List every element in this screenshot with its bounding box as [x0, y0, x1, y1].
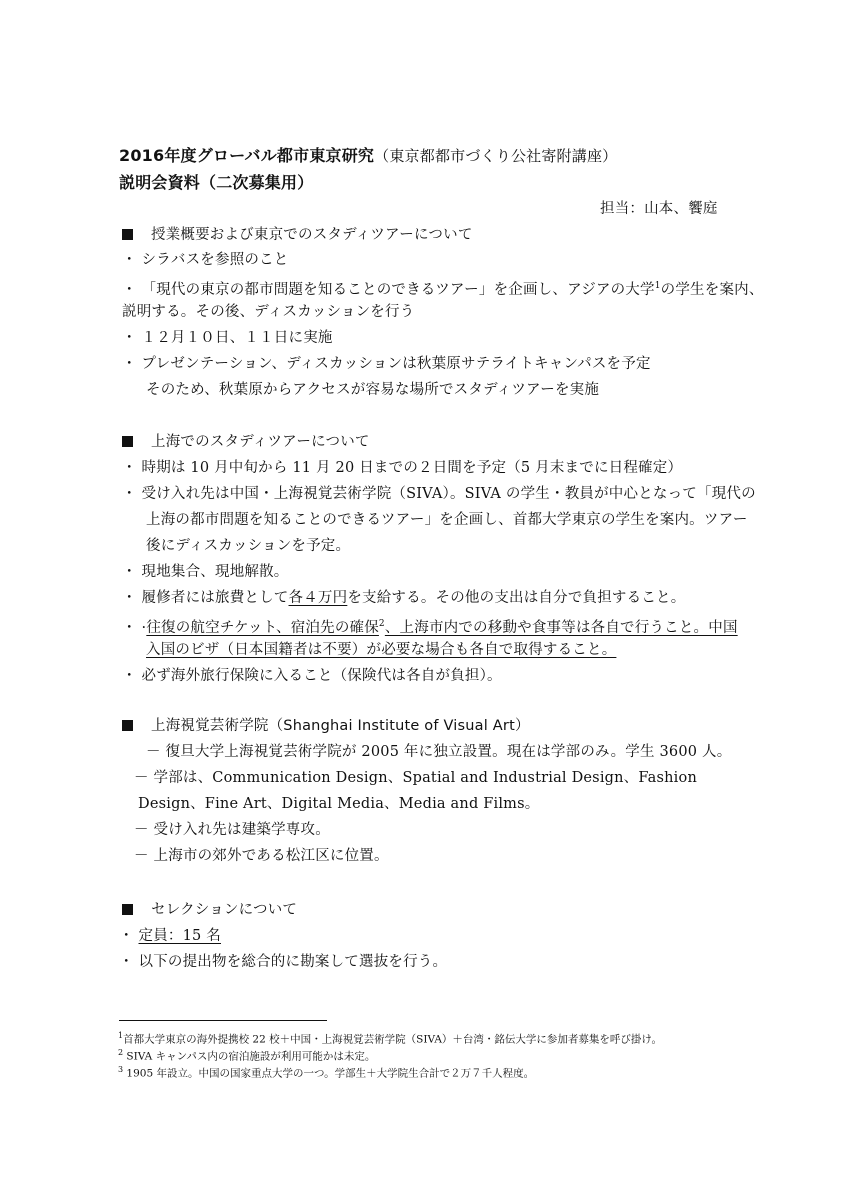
list-item-continuation: 後にディスカッションを予定。 — [146, 538, 351, 554]
list-item-continuation: 説明する。その後、ディスカッションを行う — [122, 304, 415, 320]
square-bullet-icon — [122, 904, 133, 915]
list-item-continuation: Design、Fine Art、Digital Media、Media and Films。 — [138, 796, 540, 812]
list-item: ・ 「現代の東京の都市問題を知ることのできるツアー」を企画し、アジアの大学$^1$の学生を案内、 — [122, 281, 764, 298]
section-heading-overview: 授業概要および東京でのスタディツアーについて — [122, 225, 473, 245]
list-item: － 上海市の郊外である松江区に位置。 — [134, 848, 389, 864]
list-item: － 学部は、Communication Design、Spatial and Industrial Design、Fashion — [134, 770, 697, 786]
section-heading-selection: セレクションについて — [122, 900, 297, 920]
list-item: － 復旦大学上海視覚芸術学院が 2005 年に独立設置。現在は学部のみ。学生 3600 人。 — [146, 744, 732, 760]
section-heading-siva: 上海視覚芸術学院（Shanghai Institute of Visual Art） — [122, 716, 530, 736]
square-bullet-icon — [122, 720, 133, 731]
list-item: ・ シラバスを参照のこと — [122, 252, 289, 268]
document-subtitle: 説明会資料（二次募集用） — [119, 173, 314, 192]
list-item-continuation: 入国のビザ（日本国籍者は不要）が必要な場合も各自で取得すること。 — [146, 642, 617, 658]
footnote-2: $^2$ SIVA キャンパス内の宿泊施設が利用可能かは未定。 — [118, 1048, 376, 1063]
list-item: ・ 必ず海外旅行保険に入ること（保険代は各自が負担）。 — [122, 668, 502, 684]
list-item: ・ 定員：15 名 — [119, 928, 221, 944]
square-bullet-icon — [122, 229, 133, 240]
title-note: （東京都都市づくり公社寄附講座） — [374, 147, 618, 165]
list-item: － 受け入れ先は建築学専攻。 — [134, 822, 330, 838]
staff-in-charge: 担当：山本、饗庭 — [600, 201, 718, 217]
footnote-1: $^1$首都大学東京の海外提携校 22 校＋中国・上海視覚芸術学院（SIVA）＋台湾・銘伝大学に参加者募集を呼び掛け。 — [118, 1031, 663, 1046]
title-main: 2016年度グローバル都市東京研究 — [119, 146, 375, 165]
footnote-3: $^3$ 1905 年設立。中国の国家重点大学の一つ。学部生＋大学院生合計で２万７千人程度。 — [118, 1065, 535, 1080]
list-item: ・ 現地集合、現地解散。 — [122, 564, 289, 580]
document-title — [119, 146, 617, 166]
list-item: ・ ·往復の航空チケット、宿泊先の確保$^2$、上海市内での移動や食事等は各自で行うこと。中国 — [122, 619, 738, 636]
list-item: ・ 受け入れ先は中国・上海視覚芸術学院（SIVA）。SIVA の学生・教員が中心となって「現代の — [122, 486, 756, 502]
list-item: ・ 時期は 10 月中旬から 11 月 20 日までの２日間を予定（5 月末までに日程確定） — [122, 460, 683, 476]
list-item-continuation: そのため、秋葉原からアクセスが容易な場所でスタディツアーを実施 — [146, 382, 600, 398]
list-item: ・ 以下の提出物を総合的に勘案して選抜を行う。 — [119, 954, 448, 970]
list-item-continuation: 上海の都市問題を知ることのできるツアー」を企画し、首都大学東京の学生を案内。ツアー — [146, 512, 748, 528]
list-item: ・ 履修者には旅費として各４万円を支給する。その他の支出は自分で負担すること。 — [122, 590, 686, 606]
square-bullet-icon — [122, 436, 133, 447]
list-item: ・ １２月１０日、１１日に実施 — [122, 330, 333, 346]
footnote-separator — [119, 1020, 327, 1021]
list-item: ・ プレゼンテーション、ディスカッションは秋葉原サテライトキャンパスを予定 — [122, 356, 651, 372]
section-heading-shanghai-tour: 上海でのスタディツアーについて — [122, 432, 370, 452]
